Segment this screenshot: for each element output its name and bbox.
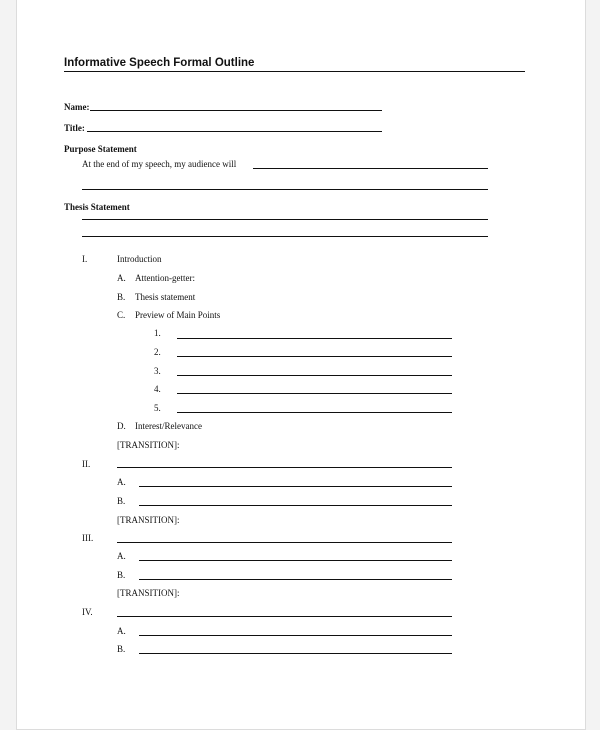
document-title: Informative Speech Formal Outline <box>64 57 255 69</box>
title-label: Title: <box>64 123 85 133</box>
thesis-heading: Thesis Statement <box>64 202 130 212</box>
section-numeral-4: IV. <box>82 607 93 617</box>
item-letter: B. <box>117 496 126 506</box>
preview-number: 2. <box>154 347 161 357</box>
attention-getter-label: Attention-getter: <box>135 273 195 283</box>
preview-number: 3. <box>154 366 161 376</box>
item-letter: B. <box>117 644 126 654</box>
title-underline <box>64 71 525 72</box>
item-letter: A. <box>117 477 126 487</box>
transition-label: [TRANSITION]: <box>117 515 180 525</box>
preview-main-points-label: Preview of Main Points <box>135 310 221 320</box>
thesis-statement-label: Thesis statement <box>135 292 196 302</box>
preview-number: 1. <box>154 328 161 338</box>
preview-line-3[interactable] <box>177 375 452 376</box>
section-2-a-line[interactable] <box>139 486 452 487</box>
purpose-prompt: At the end of my speech, my audience will <box>82 159 237 169</box>
item-letter: D. <box>117 421 126 431</box>
preview-line-4[interactable] <box>177 393 452 394</box>
purpose-line-2[interactable] <box>82 189 488 190</box>
section-4-a-line[interactable] <box>139 635 452 636</box>
thesis-line-1[interactable] <box>82 219 488 220</box>
name-field-line[interactable] <box>90 110 382 111</box>
section-4-b-line[interactable] <box>139 653 452 654</box>
item-letter: A. <box>117 626 126 636</box>
section-4-line[interactable] <box>117 616 452 617</box>
interest-relevance-label: Interest/Relevance <box>135 421 202 431</box>
item-letter: A. <box>117 551 126 561</box>
section-numeral-1: I. <box>82 254 88 264</box>
purpose-line-1[interactable] <box>253 168 488 169</box>
preview-line-5[interactable] <box>177 412 452 413</box>
section-3-line[interactable] <box>117 542 452 543</box>
item-letter: B. <box>117 570 126 580</box>
preview-line-2[interactable] <box>177 356 452 357</box>
preview-line-1[interactable] <box>177 338 452 339</box>
name-label: Name: <box>64 102 90 112</box>
preview-number: 4. <box>154 384 161 394</box>
section-3-b-line[interactable] <box>139 579 452 580</box>
title-field-line[interactable] <box>87 131 382 132</box>
section-2-b-line[interactable] <box>139 505 452 506</box>
thesis-line-2[interactable] <box>82 236 488 237</box>
document-page <box>16 0 586 730</box>
preview-number: 5. <box>154 403 161 413</box>
introduction-label: Introduction <box>117 254 162 264</box>
purpose-heading: Purpose Statement <box>64 144 137 154</box>
item-letter: A. <box>117 273 126 283</box>
item-letter: B. <box>117 292 126 302</box>
section-numeral-3: III. <box>82 533 94 543</box>
section-2-line[interactable] <box>117 467 452 468</box>
item-letter: C. <box>117 310 126 320</box>
transition-label: [TRANSITION]: <box>117 440 180 450</box>
section-numeral-2: II. <box>82 459 91 469</box>
transition-label: [TRANSITION]: <box>117 588 180 598</box>
section-3-a-line[interactable] <box>139 560 452 561</box>
